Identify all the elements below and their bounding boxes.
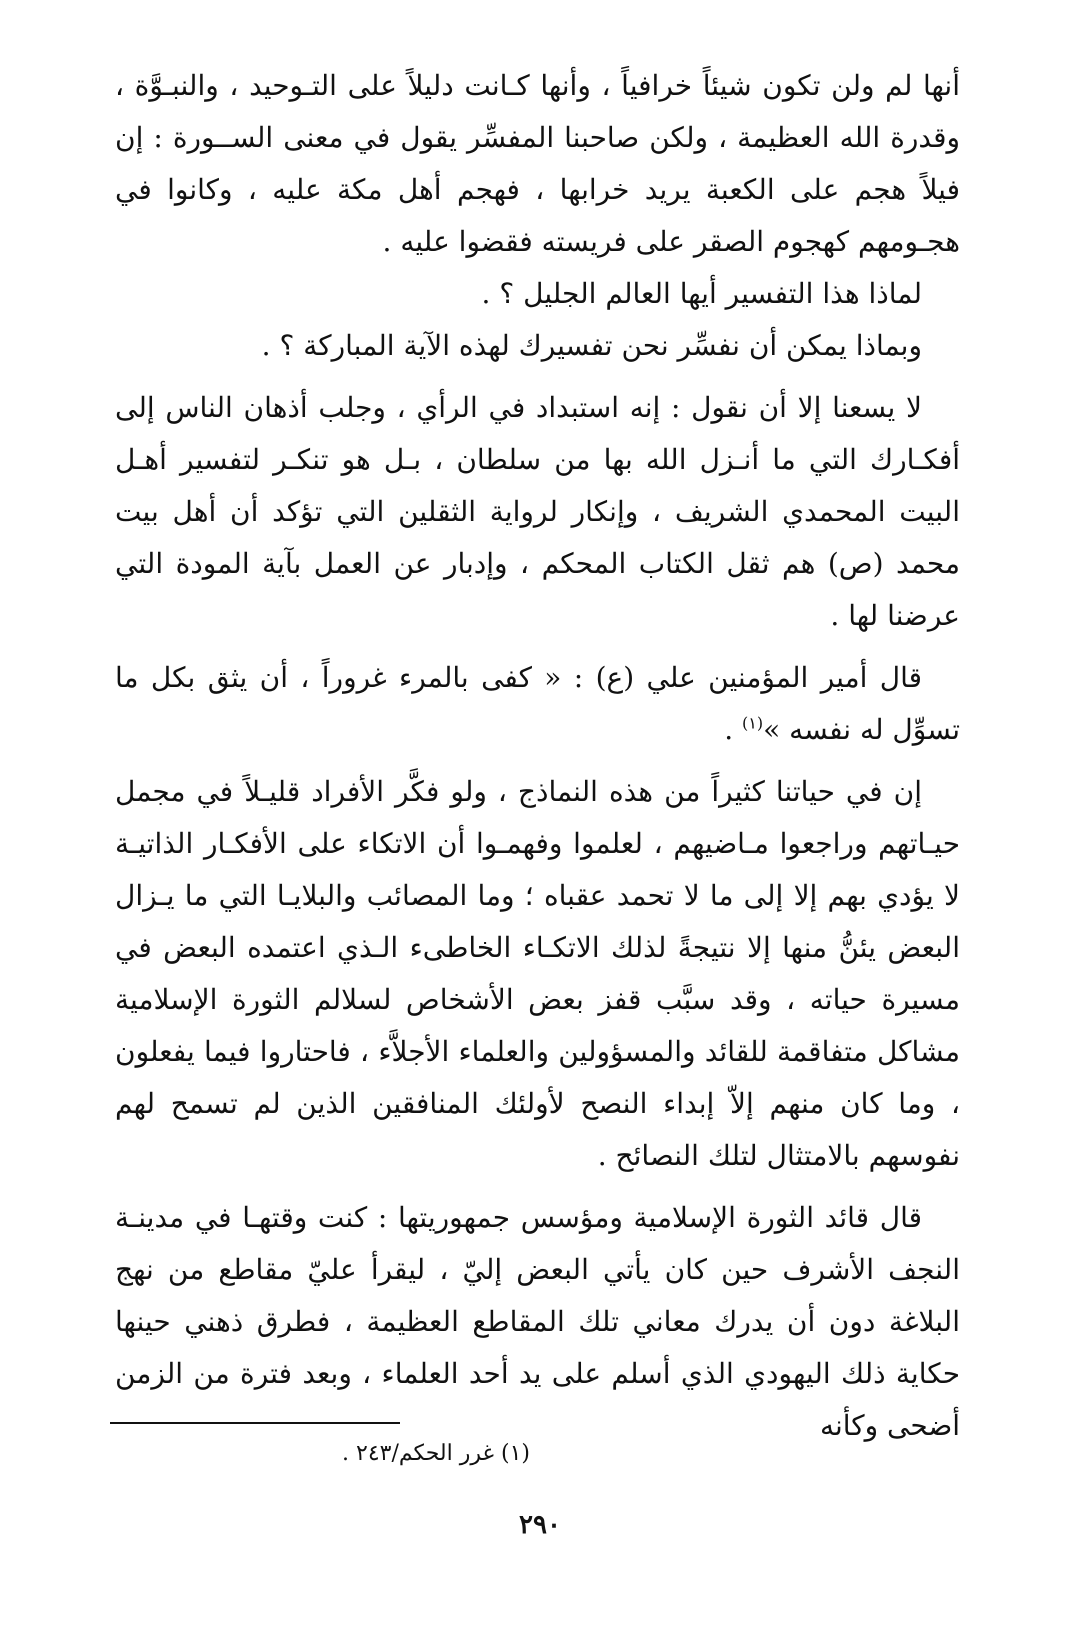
footnote <box>110 1438 530 1470</box>
main-text <box>115 60 960 1452</box>
paragraph-1: أنها لم ولن تكون شيئاً خرافياً ، وأنها كـانت دليلاً على التـوحيد ، والنبـوَّة ، وقدرة الله العظيمة ، ولكن صاحبنا المفسِّر يقول في معنى الســورة : إن فيلاً هجم على الكعبة يريد خرابها ، فهجم أهل مكة عليه ، وكانوا في هجـومهم كهجوم الصقر على فريسته فقضوا عليه . <box>115 69 960 258</box>
footnote-text: غرر الحكم/٢٤٣ . <box>342 1441 494 1466</box>
page-number: ٢٩٠ <box>519 1510 561 1540</box>
quote-text: قال أمير المؤمنين علي (ع) : « كفى بالمرء غروراً ، أن يثق بكل ما تسوِّل له نفسه » <box>115 661 960 746</box>
footnote-divider <box>110 1422 400 1424</box>
footnote-marker: (١) <box>500 1441 530 1466</box>
quote-end: . <box>724 713 742 746</box>
paragraph-5: قال قائد الثورة الإسلامية ومؤسس جمهوريتها : كنت وقتهـا في مدينـة النجف الأشرف حين كان يأتي البعض إليّ ، ليقرأ عليّ مقاطع من نهج البلاغة دون أن يدرك معاني تلك المقاطع العظيمة ، فطرق ذهني حينها حكاية ذلك اليهودي الذي أسلم على يد أحد العلماء ، وبعد فترة من الزمن أضحى وكأنه <box>115 1201 960 1442</box>
paragraph-4: إن في حياتنا كثيراً من هذه النماذج ، ولو فكَّر الأفراد قليـلاً في مجمل حيـاتهم وراجعوا مـاضيهم ، لعلموا وفهمـوا أن الاتكاء على الأفكـار الذاتيـة لا يؤدي بهم إلا إلى ما لا تحمد عقباه ؛ وما المصائب والبلايـا التي ما يـزال البعض يئنُّ منها إلا نتيجةً لذلك الاتكـاء الخاطىء الـذي اعتمده البعض في مسيرة حياته ، وقد سبَّب قفز بعض الأشخاص لسلالم الثورة الإسلامية مشاكل متفاقمة للقائد والمسؤولين والعلماء الأجلاَّء ، فاحتاروا فيما يفعلون ، وما كان منهم إلاّ إبداء النصح لأولئك المنافقين الذين لم تسمح لهم نفوسهم بالامتثال لتلك النصائح . <box>115 775 960 1172</box>
footnote-reference: (١) <box>742 713 764 733</box>
paragraph-3-quote <box>115 652 960 756</box>
question-line-2: وبماذا يمكن أن نفسِّر نحن تفسيرك لهذه الآية المباركة ؟ . <box>261 329 922 362</box>
paragraph-2: لا يسعنا إلا أن نقول : إنه استبداد في الرأي ، وجلب أذهان الناس إلى أفكـارك التي ما أنـزل الله بها من سلطان ، بـل هو تنكـر لتفسير أهـل البيت المحمدي الشريف ، وإنكار لرواية الثقلين التي تؤكد أن أهل بيت محمد (ص) هم ثقل الكتاب المحكم ، وإدبار عن العمل بآية المودة التي عرضنا لها . <box>115 391 960 632</box>
question-line-1: لماذا هذا التفسير أيها العالم الجليل ؟ . <box>481 277 922 310</box>
